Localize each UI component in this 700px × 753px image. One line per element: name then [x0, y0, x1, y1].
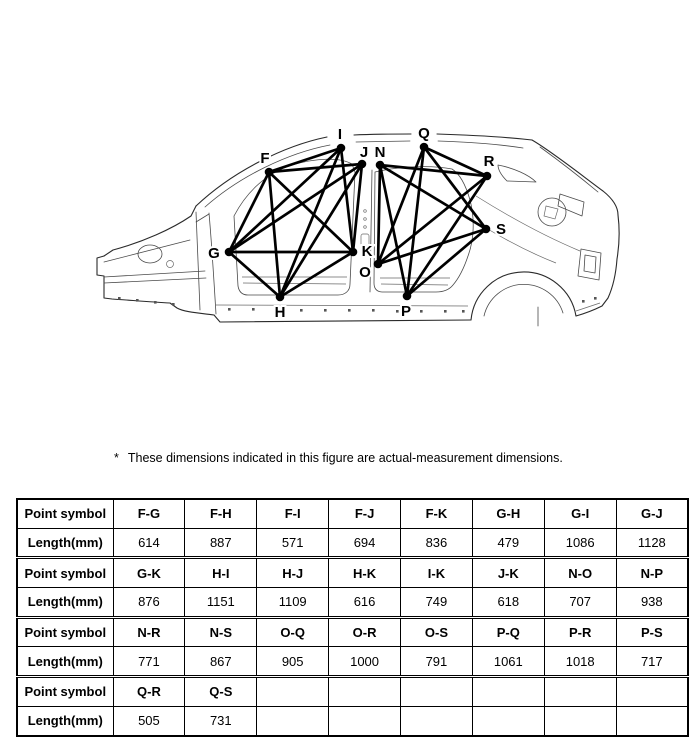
dimension-table	[16, 498, 689, 737]
quarter-window	[498, 165, 536, 182]
measure-line-Q-S	[424, 147, 486, 229]
measure-line-G-J	[229, 164, 362, 252]
length-value-cell: 707	[544, 588, 616, 618]
point-symbol-cell: P-R	[544, 617, 616, 647]
measure-line-F-K	[269, 172, 353, 252]
point-symbol-cell	[472, 677, 544, 707]
length-value-cell: 505	[113, 706, 185, 735]
car-sill-outline	[214, 315, 471, 322]
measure-line-G-H	[229, 252, 280, 297]
point-label-F: F	[260, 150, 270, 167]
point-label-Q: Q	[418, 125, 430, 142]
figure-footnote	[114, 451, 563, 466]
point-symbol-cell: N-P	[616, 558, 688, 588]
length-value-cell: 836	[401, 528, 473, 558]
point-P	[403, 292, 412, 301]
point-label-N: N	[374, 144, 386, 161]
point-symbol-cell: G-I	[544, 499, 616, 528]
length-value-cell: 614	[113, 528, 185, 558]
length-value-cell: 1000	[329, 647, 401, 677]
front-fender-rail	[104, 206, 196, 256]
measure-line-N-P	[380, 165, 407, 296]
hinge-pillar-edge	[209, 213, 216, 314]
point-K	[349, 248, 358, 257]
length-value-cell: 887	[185, 528, 257, 558]
length-value-cell: 771	[113, 647, 185, 677]
point-H	[276, 293, 285, 302]
point-symbol-cell: F-J	[329, 499, 401, 528]
point-symbol-cell: F-K	[401, 499, 473, 528]
length-value-cell: 616	[329, 588, 401, 618]
point-F	[265, 168, 274, 177]
point-symbol-cell: O-S	[401, 617, 473, 647]
car-rear-outline	[532, 140, 619, 316]
point-label-S: S	[495, 221, 507, 238]
length-value-cell: 479	[472, 528, 544, 558]
point-symbol-cell: Q-R	[113, 677, 185, 707]
table-row	[17, 647, 688, 677]
table-row	[17, 677, 688, 707]
length-value-cell	[616, 706, 688, 735]
point-symbol-cell: N-R	[113, 617, 185, 647]
table-row	[17, 588, 688, 618]
length-value-cell: 1128	[616, 528, 688, 558]
point-G	[225, 248, 234, 257]
row-header-length-mm: Length(mm)	[17, 588, 113, 618]
table-row	[17, 617, 688, 647]
point-label-J: J	[359, 144, 369, 161]
measure-line-H-K	[280, 252, 353, 297]
point-symbol-cell: F-I	[257, 499, 329, 528]
engine-bay-details	[104, 212, 209, 310]
point-label-K: K	[361, 243, 373, 260]
car-front-frame-outline	[97, 256, 214, 315]
point-symbol-cell: O-Q	[257, 617, 329, 647]
footnote-text: These dimensions indicated in this figure are actual-measurement dimensions.	[127, 451, 563, 465]
row-header-point-symbol: Point symbol	[17, 677, 113, 707]
length-value-cell: 749	[401, 588, 473, 618]
rear-wheel-arch	[471, 272, 576, 320]
footnote-asterisk: *	[114, 451, 119, 465]
point-symbol-cell: G-H	[472, 499, 544, 528]
length-value-cell	[257, 706, 329, 735]
fuel-filler-cap	[538, 198, 566, 226]
length-value-cell: 876	[113, 588, 185, 618]
point-S	[482, 225, 491, 234]
length-value-cell: 618	[472, 588, 544, 618]
point-symbol-cell: P-S	[616, 617, 688, 647]
point-label-I: I	[337, 126, 343, 143]
measure-line-N-O	[378, 165, 380, 264]
point-symbol-cell	[544, 677, 616, 707]
b-pillar-details	[361, 210, 369, 246]
point-N	[376, 161, 385, 170]
measure-line-F-H	[269, 172, 280, 297]
length-value-cell: 1109	[257, 588, 329, 618]
point-symbol-cell: G-J	[616, 499, 688, 528]
rear-bumper-bracket	[578, 249, 601, 280]
length-value-cell: 905	[257, 647, 329, 677]
length-value-cell: 694	[329, 528, 401, 558]
dimension-table-body	[17, 499, 688, 736]
row-header-point-symbol: Point symbol	[17, 558, 113, 588]
length-value-cell: 731	[185, 706, 257, 735]
length-value-cell	[544, 706, 616, 735]
point-O	[374, 260, 383, 269]
d-pillar-line	[540, 147, 598, 192]
length-value-cell: 791	[401, 647, 473, 677]
point-symbol-cell: G-K	[113, 558, 185, 588]
point-label-O: O	[359, 264, 371, 281]
point-Q	[420, 143, 429, 152]
point-label-H: H	[274, 304, 286, 321]
point-symbol-cell	[257, 677, 329, 707]
taillight-opening	[558, 194, 584, 216]
rear-wheel-house	[484, 284, 563, 316]
row-header-point-symbol: Point symbol	[17, 617, 113, 647]
point-symbol-cell: O-R	[329, 617, 401, 647]
length-value-cell	[401, 706, 473, 735]
point-symbol-cell: N-S	[185, 617, 257, 647]
row-header-length-mm: Length(mm)	[17, 647, 113, 677]
point-label-G: G	[208, 245, 220, 262]
table-row	[17, 528, 688, 558]
table-row	[17, 558, 688, 588]
point-symbol-cell: H-I	[185, 558, 257, 588]
measure-line-G-I	[229, 148, 341, 252]
row-header-length-mm: Length(mm)	[17, 528, 113, 558]
length-value-cell	[329, 706, 401, 735]
point-symbol-cell: I-K	[401, 558, 473, 588]
length-value-cell: 571	[257, 528, 329, 558]
point-label-P: P	[400, 303, 412, 320]
table-row	[17, 499, 688, 528]
point-symbol-cell: F-G	[113, 499, 185, 528]
point-symbol-cell	[616, 677, 688, 707]
point-symbol-cell	[329, 677, 401, 707]
length-value-cell: 717	[616, 647, 688, 677]
length-value-cell: 938	[616, 588, 688, 618]
length-value-cell: 1061	[472, 647, 544, 677]
length-value-cell: 867	[185, 647, 257, 677]
length-value-cell: 1151	[185, 588, 257, 618]
point-I	[337, 144, 346, 153]
row-header-length-mm: Length(mm)	[17, 706, 113, 735]
point-label-R: R	[483, 153, 495, 170]
length-value-cell: 1086	[544, 528, 616, 558]
point-symbol-cell: H-K	[329, 558, 401, 588]
length-value-cell	[472, 706, 544, 735]
point-R	[483, 172, 492, 181]
point-symbol-cell: F-H	[185, 499, 257, 528]
length-value-cell: 1018	[544, 647, 616, 677]
point-symbol-cell: H-J	[257, 558, 329, 588]
point-symbol-cell: J-K	[472, 558, 544, 588]
row-header-point-symbol: Point symbol	[17, 499, 113, 528]
point-symbol-cell: N-O	[544, 558, 616, 588]
table-row	[17, 706, 688, 735]
point-symbol-cell	[401, 677, 473, 707]
point-symbol-cell: Q-S	[185, 677, 257, 707]
fuel-filler-door	[544, 206, 558, 219]
point-symbol-cell: P-Q	[472, 617, 544, 647]
